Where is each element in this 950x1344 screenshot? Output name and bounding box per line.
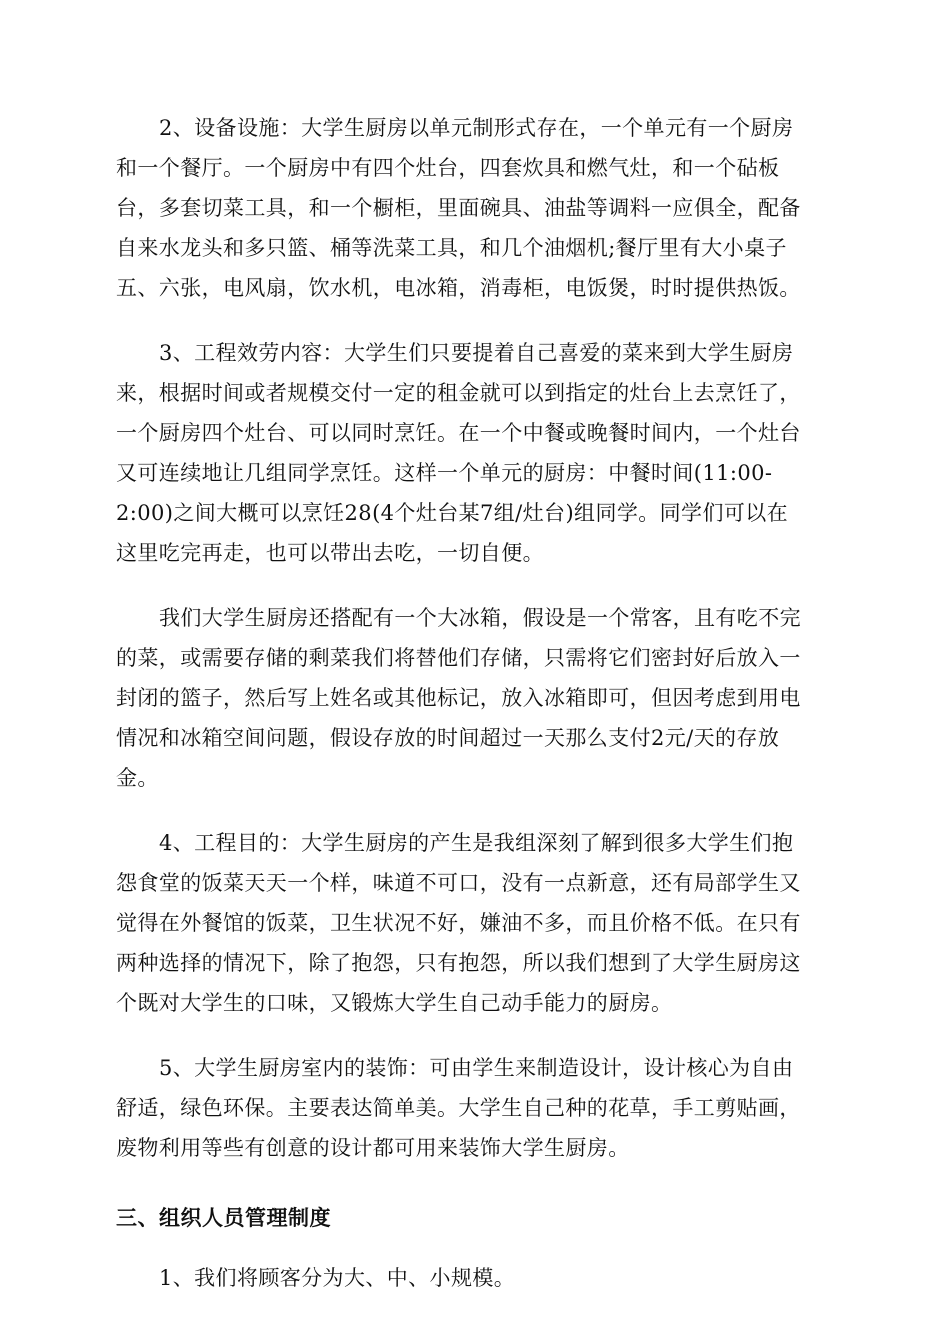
text-line: 2、设备设施：大学生厨房以单元制形式存在，一个单元有一个厨房: [159, 116, 794, 140]
text-line: 个既对大学生的口味，又锻炼大学生自己动手能力的厨房。: [116, 991, 673, 1015]
text-line: 怨食堂的饭菜天天一个样，味道不可口，没有一点新意，还有局部学生又: [116, 871, 801, 895]
text-line: 2:00)之间大概可以烹饪28(4个灶台某7组/灶台)组同学。同学们可以在: [116, 501, 789, 525]
paragraph-customer-scale: [116, 1258, 832, 1298]
section-heading: 三、组织人员管理制度: [116, 1205, 331, 1230]
text-line: 情况和冰箱空间问题，假设存放的时间超过一天那么支付2元/天的存放: [116, 726, 780, 750]
paragraph-fridge: [116, 598, 832, 798]
text-line: 一个厨房四个灶台、可以同时烹饪。在一个中餐或晚餐时间内，一个灶台: [116, 421, 801, 445]
paragraph-equipment: [116, 108, 832, 308]
text-line: 又可连续地让几组同学烹饪。这样一个单元的厨房：中餐时间(11:00-: [116, 461, 773, 485]
document-body: [116, 108, 832, 1298]
text-line: 两种选择的情况下，除了抱怨，只有抱怨，所以我们想到了大学生厨房这: [116, 951, 801, 975]
text-line: 5、大学生厨房室内的装饰：可由学生来制造设计，设计核心为自由: [159, 1056, 794, 1080]
paragraph-decoration: [116, 1048, 832, 1168]
text-line: 和一个餐厅。一个厨房中有四个灶台，四套炊具和燃气灶，和一个砧板: [116, 156, 780, 180]
text-line: 金。: [116, 766, 159, 790]
text-line: 舒适，绿色环保。主要表达简单美。大学生自己种的花草，手工剪贴画，: [116, 1096, 801, 1120]
text-line: 这里吃完再走，也可以带出去吃，一切自便。: [116, 541, 544, 565]
text-line: 1、我们将顾客分为大、中、小规模。: [159, 1266, 516, 1290]
text-line: 自来水龙头和多只篮、桶等洗菜工具，和几个油烟机;餐厅里有大小桌子: [116, 236, 787, 260]
text-line: 3、工程效劳内容：大学生们只要提着自己喜爱的菜来到大学生厨房: [159, 341, 794, 365]
text-line: 台，多套切菜工具，和一个橱柜，里面碗具、油盐等调料一应俱全，配备: [116, 196, 801, 220]
paragraph-service: [116, 333, 832, 573]
text-line: 我们大学生厨房还搭配有一个大冰箱，假设是一个常客，且有吃不完: [159, 606, 801, 630]
text-line: 来，根据时间或者规模交付一定的租金就可以到指定的灶台上去烹饪了，: [116, 381, 801, 405]
text-line: 废物利用等些有创意的设计都可用来装饰大学生厨房。: [116, 1136, 630, 1160]
text-line: 的菜，或需要存储的剩菜我们将替他们存储，只需将它们密封好后放入一: [116, 646, 801, 670]
text-line: 觉得在外餐馆的饭菜，卫生状况不好，嫌油不多，而且价格不低。在只有: [116, 911, 801, 935]
text-line: 五、六张，电风扇，饮水机，电冰箱，消毒柜，电饭煲，时时提供热饭。: [116, 276, 801, 300]
paragraph-goal: [116, 823, 832, 1023]
text-line: 4、工程目的：大学生厨房的产生是我组深刻了解到很多大学生们抱: [159, 831, 794, 855]
text-line: 封闭的篮子，然后写上姓名或其他标记，放入冰箱即可，但因考虑到用电: [116, 686, 801, 710]
